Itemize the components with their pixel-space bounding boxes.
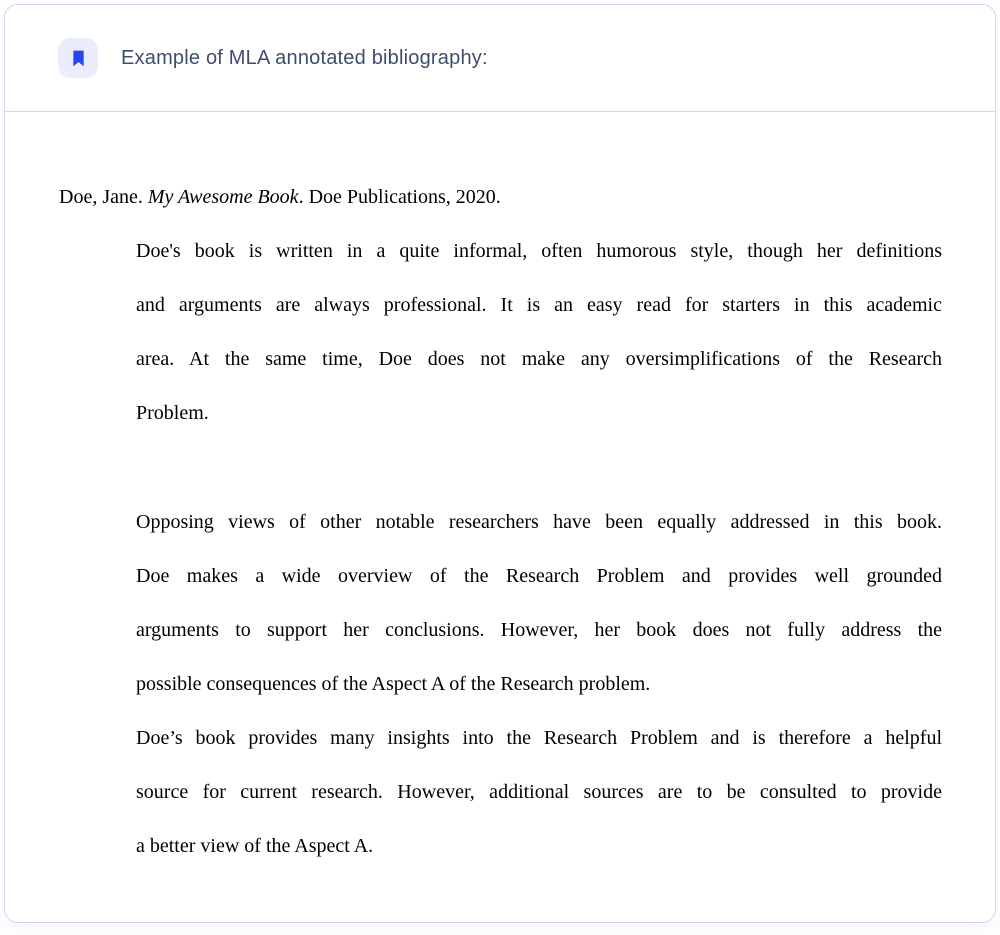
bibliography-example bbox=[5, 112, 995, 923]
bookmark-icon-tile bbox=[58, 38, 98, 78]
annotation-line: and arguments are always professional. It is an easy read for starters in this academic bbox=[136, 294, 942, 316]
annotation-paragraph bbox=[136, 224, 942, 440]
annotation-paragraphs bbox=[59, 224, 942, 873]
annotation-paragraph bbox=[136, 711, 942, 873]
citation-author: Doe, Jane. bbox=[59, 186, 148, 208]
annotation-line: a better view of the Aspect A. bbox=[136, 835, 374, 857]
citation-book-title: My Awesome Book bbox=[147, 186, 299, 208]
annotation-line: area. At the same time, Doe does not make any oversimplifications of the Research bbox=[136, 348, 942, 370]
annotation-line: Doe’s book provides many insights into the Research Problem and is therefore a helpful bbox=[136, 727, 942, 749]
citation-publisher-year: . Doe Publications, 2020. bbox=[298, 186, 501, 208]
annotation-line: Doe's book is written in a quite informal, often humorous style, though her definitions bbox=[136, 240, 942, 262]
annotation-line: Problem. bbox=[136, 402, 209, 424]
annotation-line: source for current research. However, additional sources are to be consulted to provide bbox=[136, 781, 942, 803]
card-title: Example of MLA annotated bibliography: bbox=[121, 46, 488, 69]
annotation-line: arguments to support her conclusions. However, her book does not fully address the bbox=[136, 619, 942, 641]
annotation-line: Doe makes a wide overview of the Research Problem and provides well grounded bbox=[136, 565, 942, 587]
example-card bbox=[4, 4, 996, 923]
annotation-paragraph bbox=[136, 495, 942, 711]
card-header bbox=[5, 5, 995, 112]
annotation-line: possible consequences of the Aspect A of the Research problem. bbox=[136, 673, 651, 695]
annotation-line: Opposing views of other notable researchers have been equally addressed in this book. bbox=[136, 511, 942, 533]
bookmark-icon bbox=[69, 49, 88, 68]
citation-line bbox=[59, 170, 942, 224]
